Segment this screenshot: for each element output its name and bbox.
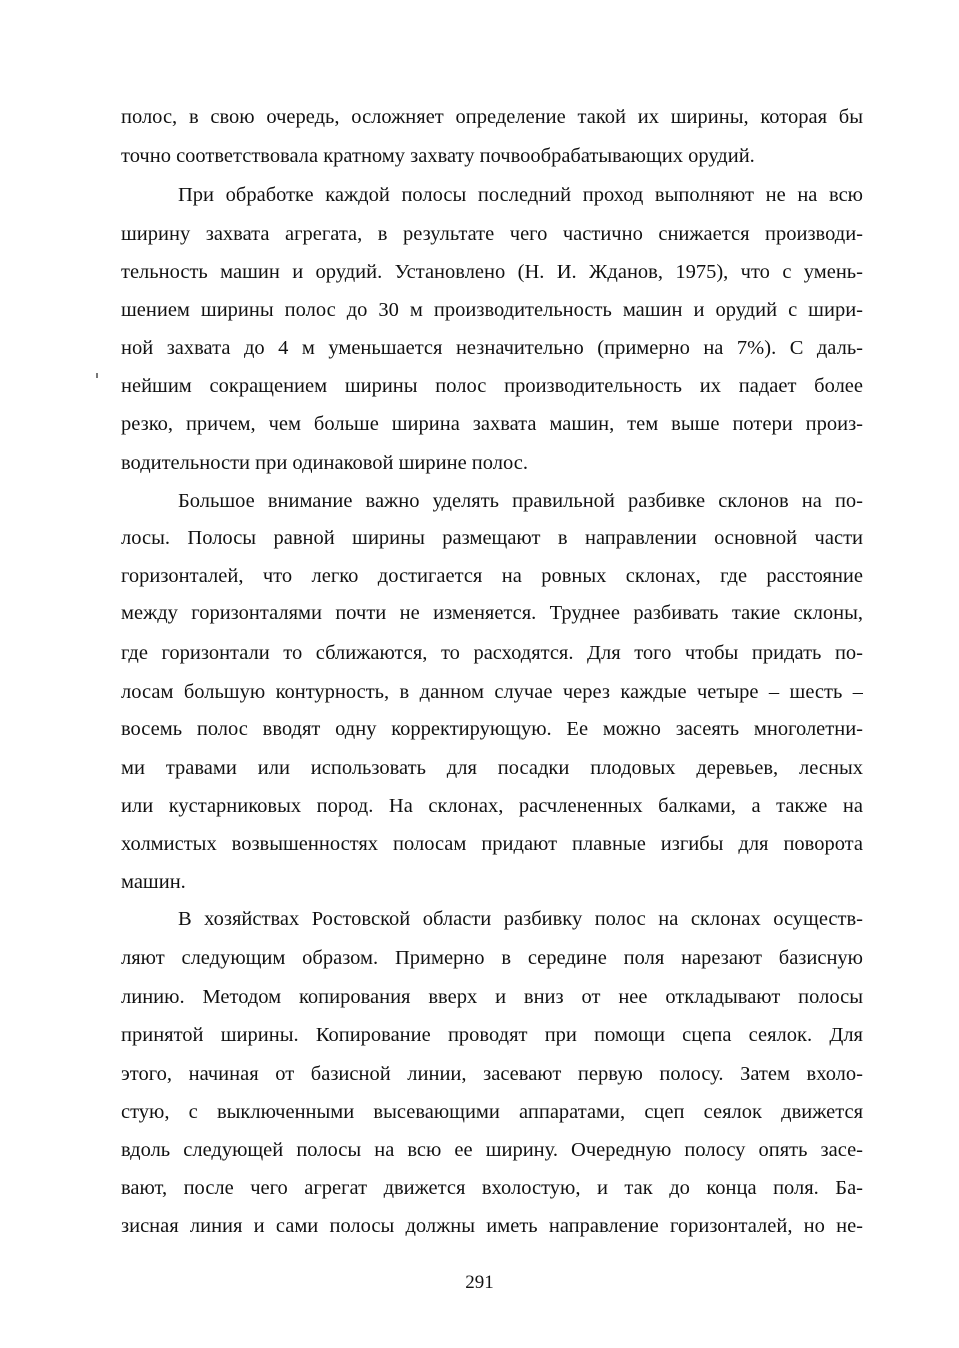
text-line: шением ширины полос до 30 м производительность машин и орудий с шири- <box>121 299 863 321</box>
text-line: точно соответствовала кратному захвату почвообрабатывающих орудий. <box>121 145 755 167</box>
text-line: горизонталей, что легко достигается на ровных склонах, где расстояние <box>121 565 863 587</box>
text-line: этого, начиная от базисной линии, засевают первую полосу. Затем вхоло- <box>121 1063 863 1085</box>
text-line: тельность машин и орудий. Установлено (Н. И. Жданов, 1975), что с умень- <box>121 261 863 283</box>
page-number: 291 <box>465 1272 494 1293</box>
text-line: полос, в свою очередь, осложняет определение такой их ширины, которая бы <box>121 106 863 128</box>
text-line: вают, после чего агрегат движется вхолостую, и так до конца поля. Ба- <box>121 1177 863 1199</box>
text-line: лосы. Полосы равной ширины размещают в направлении основной части <box>121 527 863 549</box>
text-line: ширину захвата агрегата, в результате чего частично снижается производи- <box>121 223 863 245</box>
text-line: принятой ширины. Копирование проводят при помощи сцепа сеялок. Для <box>121 1024 863 1046</box>
text-line: восемь полос вводят одну корректирующую. Ее можно засеять многолетни- <box>121 718 863 740</box>
text-line: водительности при одинаковой ширине полос. <box>121 452 528 474</box>
text-line: лосам большую контурность, в данном случае через каждые четыре – шесть – <box>121 681 863 703</box>
text-line: Большое внимание важно уделять правильной разбивке склонов на по- <box>178 490 863 512</box>
text-line: зисная линия и сами полосы должны иметь направление горизонталей, но не- <box>121 1215 863 1237</box>
text-line: холмистых возвышенностях полосам придают плавные изгибы для поворота <box>121 833 863 855</box>
text-line: резко, причем, чем больше ширина захвата машин, тем выше потери произ- <box>121 413 863 435</box>
text-line: ми травами или использовать для посадки плодовых деревьев, лесных <box>121 757 863 779</box>
text-line: вдоль следующей полосы на всю ее ширину. Очередную полосу опять засе- <box>121 1139 863 1161</box>
text-line: машин. <box>121 871 186 893</box>
text-line: При обработке каждой полосы последний проход выполняют не на всю <box>178 184 863 206</box>
text-line: линию. Методом копирования вверх и вниз от нее откладывают полосы <box>121 986 863 1008</box>
text-line: ляют следующим образом. Примерно в середине поля нарезают базисную <box>121 947 863 969</box>
text-line: В хозяйствах Ростовской области разбивку полос на склонах осуществ- <box>178 908 863 930</box>
text-line: где горизонтали то сближаются, то расходятся. Для того чтобы придать по- <box>121 642 863 664</box>
text-line: между горизонталями почти не изменяется. Труднее разбивать такие склоны, <box>121 602 863 624</box>
scan-speck <box>96 373 98 378</box>
text-line: стую, с выключенными высевающими аппаратами, сцеп сеялок движется <box>121 1101 863 1123</box>
text-line: нейшим сокращением ширины полос производительность их падает более <box>121 375 863 397</box>
text-line: или кустарниковых пород. На склонах, расчлененных балками, а также на <box>121 795 863 817</box>
text-line: ной захвата до 4 м уменьшается незначительно (примерно на 7%). С даль- <box>121 337 863 359</box>
